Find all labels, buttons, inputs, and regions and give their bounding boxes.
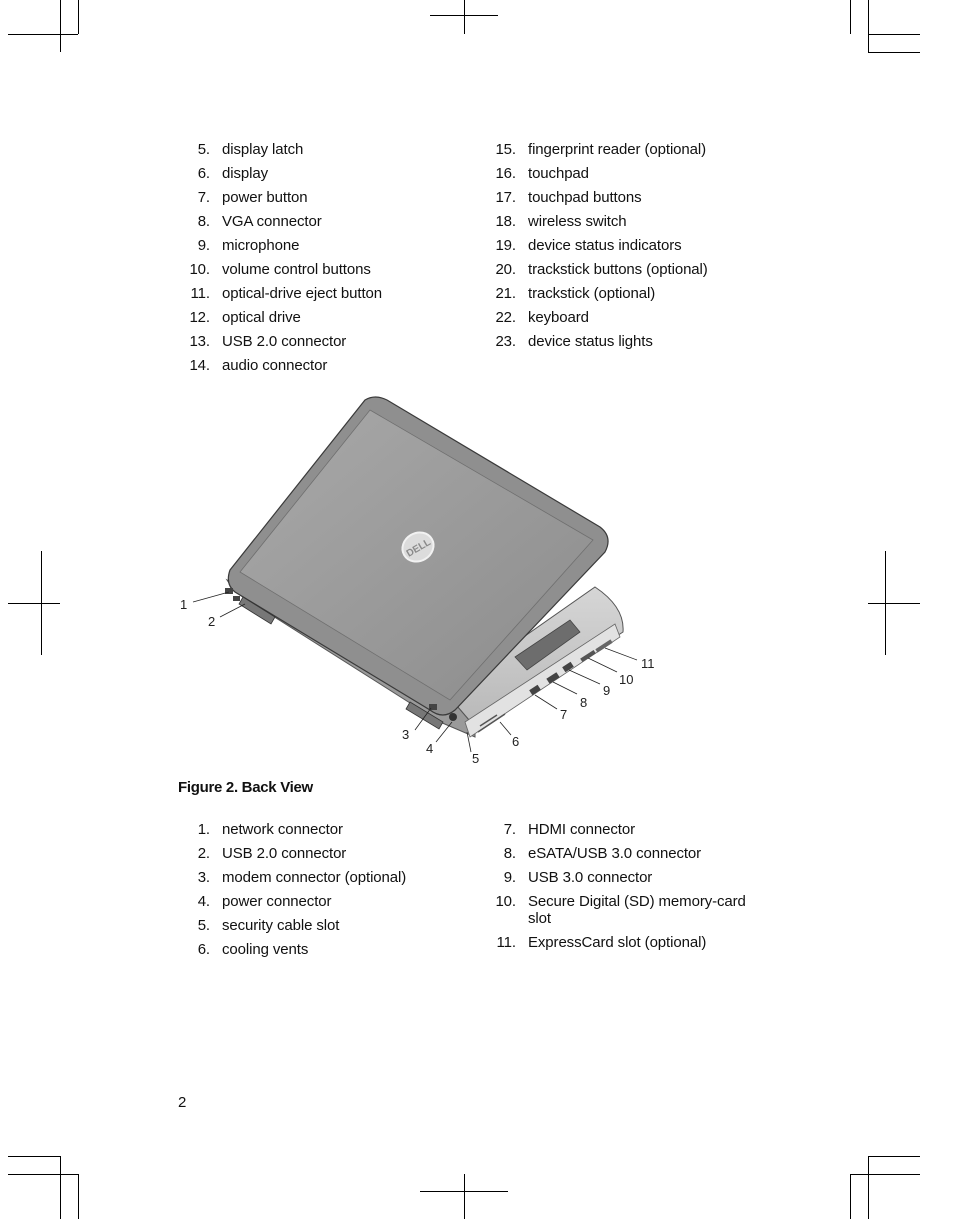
item-number: 9. xyxy=(197,237,210,254)
item-number: 16. xyxy=(495,165,516,182)
callout-2: 2 xyxy=(208,614,216,629)
item-number: 11. xyxy=(496,934,516,951)
item-number: 22. xyxy=(495,309,516,326)
item-text: power connector xyxy=(222,893,332,910)
item-text: audio connector xyxy=(222,357,328,374)
item-number: 7. xyxy=(197,189,210,206)
item-text: wireless switch xyxy=(528,213,627,230)
callout-7: 7 xyxy=(560,707,568,722)
item-number: 13. xyxy=(189,333,210,350)
item-text: power button xyxy=(222,189,308,206)
item-text: trackstick buttons (optional) xyxy=(528,261,708,278)
item-text: optical drive xyxy=(222,309,301,326)
figure-caption: Figure 2. Back View xyxy=(178,779,313,796)
item-text: modem connector (optional) xyxy=(222,869,407,886)
item-number: 3. xyxy=(197,869,210,886)
item-text: microphone xyxy=(222,237,300,254)
item-text: eSATA/USB 3.0 connector xyxy=(528,845,702,862)
item-number: 2. xyxy=(197,845,210,862)
item-number: 11. xyxy=(190,285,210,302)
item-number: 8. xyxy=(503,845,516,862)
item-number: 5. xyxy=(197,917,210,934)
item-text: touchpad buttons xyxy=(528,189,642,206)
item-number: 8. xyxy=(197,213,210,230)
item-number: 14. xyxy=(189,357,210,374)
callout-6: 6 xyxy=(512,734,520,749)
item-number: 20. xyxy=(495,261,516,278)
item-number: 18. xyxy=(495,213,516,230)
item-number: 1. xyxy=(197,821,210,838)
item-number: 7. xyxy=(503,821,516,838)
dell-logo-text: DELL xyxy=(404,537,433,560)
item-text: security cable slot xyxy=(222,917,340,934)
item-number: 23. xyxy=(495,333,516,350)
item-text: Secure Digital (SD) memory-card slot xyxy=(528,893,746,927)
item-text: trackstick (optional) xyxy=(528,285,656,302)
item-number: 10. xyxy=(189,261,210,278)
item-text: display xyxy=(222,165,268,182)
item-text: USB 2.0 connector xyxy=(222,333,347,350)
item-text: HDMI connector xyxy=(528,821,635,838)
item-text: keyboard xyxy=(528,309,589,326)
item-text: cooling vents xyxy=(222,941,309,958)
callout-10: 10 xyxy=(619,672,634,687)
power-jack xyxy=(449,713,457,721)
item-number: 5. xyxy=(197,141,210,158)
callout-4: 4 xyxy=(426,741,434,756)
item-text: device status indicators xyxy=(528,237,682,254)
item-text: network connector xyxy=(222,821,343,838)
item-text: USB 3.0 connector xyxy=(528,869,653,886)
laptop-back-view-illustration xyxy=(175,392,665,772)
item-number: 12. xyxy=(189,309,210,326)
callout-11: 11 xyxy=(641,656,655,671)
item-text: touchpad xyxy=(528,165,589,182)
callout-3: 3 xyxy=(402,727,410,742)
item-number: 9. xyxy=(503,869,516,886)
callout-8: 8 xyxy=(580,695,588,710)
item-text: optical-drive eject button xyxy=(222,285,382,302)
item-text: device status lights xyxy=(528,333,653,350)
item-text: display latch xyxy=(222,141,304,158)
item-number: 15. xyxy=(495,141,516,158)
item-number: 21. xyxy=(495,285,516,302)
item-text: VGA connector xyxy=(222,213,322,230)
callout-9: 9 xyxy=(603,683,611,698)
item-number: 4. xyxy=(197,893,210,910)
item-text: fingerprint reader (optional) xyxy=(528,141,707,158)
page-number: 2 xyxy=(178,1094,187,1111)
item-number: 6. xyxy=(197,941,210,958)
item-number: 17. xyxy=(495,189,516,206)
callout-1: 1 xyxy=(180,597,188,612)
rear-port xyxy=(233,596,240,601)
item-number: 19. xyxy=(495,237,516,254)
item-text: ExpressCard slot (optional) xyxy=(528,934,707,951)
callout-5: 5 xyxy=(472,751,480,766)
item-number: 6. xyxy=(197,165,210,182)
item-number: 10. xyxy=(495,893,516,910)
item-text: volume control buttons xyxy=(222,261,371,278)
item-text: USB 2.0 connector xyxy=(222,845,347,862)
